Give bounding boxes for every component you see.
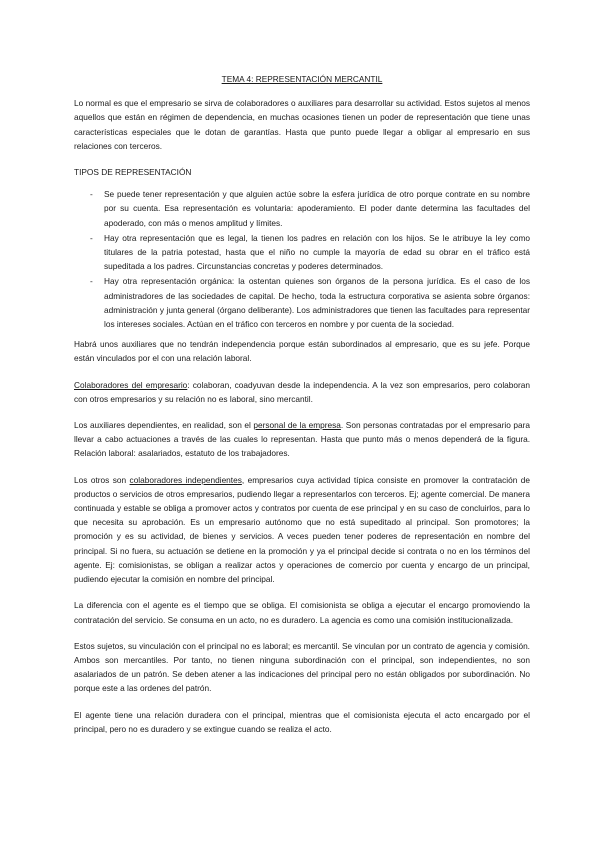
collaborators-term: Colaboradores del empresario [74,379,188,390]
dependents-term: personal de la empresa [253,420,341,431]
bond-paragraph: Estos sujetos, su vinculación con el principal no es laboral; es mercantil. Se vinculan por un contrato de agencia y comisión. Ambos son mercantiles. Por tanto, no tienen ninguna subordinación con el principal, son independientes, no son asalariados de un patrón. Se deben atener a las indicaciones del principal pero no están obligados por subordinación. No porque este a las ordenes del patrón. [74,640,530,694]
representation-types-list [74,187,530,331]
list-item [74,187,530,230]
list-item-text: Hay otra representación que es legal, la tienen los padres en relación con los hijos. Se le atribuye la ley como titulares de la patria potestad, hasta que el niño no cumple la mayoría de edad su obrar en el tráfico está supeditada a los padres. Circunstancias concretas y poderes determinados. [104,232,530,272]
bullet-marker: - [90,189,93,200]
independents-term: colaboradores independientes [129,474,242,485]
page-title: TEMA 4: REPRESENTACIÓN MERCANTIL [221,74,383,84]
bullet-marker: - [90,276,93,287]
intro-paragraph: Lo normal es que el empresario se sirva de colaboradores o auxiliares para desarrollar su actividad. Estos sujetos al menos aquellos que están en régimen de dependencia, en muchas ocasiones tienen un poder de representación que tiene unas características especiales que le dotan de garantías. Hasta que punto puede llegar a obligar al empresario en sus relaciones con terceros. [74,98,530,151]
collaborators-paragraph [74,378,530,406]
difference-paragraph: La diferencia con el agente es el tiempo que se obliga. El comisionista se obliga a ejecutar el encargo promoviendo la contratación del servicio. Se consuma en un acto, no es duradero. La agencia es como una comisión institucionalizada. [74,600,530,625]
auxiliaries-paragraph: Habrá unos auxiliares que no tendrán independencia porque están subordinados al empresario, que es su jefe. Porque están vinculados por el con una relación laboral. [74,339,530,364]
dependents-paragraph [74,418,530,461]
independents-paragraph [74,473,530,587]
list-item-text: Se puede tener representación y que alguien actúe sobre la esfera jurídica de otro porque contrate en su nombre por su cuenta. Esa representación es voluntaria: apoderamiento. El poder dante determina las facultades del apoderado, con más o menos amplitud y límites. [104,189,530,228]
list-item [74,274,530,331]
independents-text-pre: Los otros son [74,474,130,485]
list-item-text: Hay otra representación orgánica: la ostentan quienes son órganos de la persona jurídica. Es el caso de los administradores de las sociedades de capital. De hecho, toda la estructura corporativa se asienta sobre órganos: administración y junta general (órgano deliberante). Los administradores que tienen las facultades para representar los intereses sociales. Actúan en el tráfico con terceros en nombre y por cuenta de la sociedad. [104,276,530,330]
document-body [74,72,530,748]
bullet-marker: - [90,232,93,243]
list-item [74,231,530,274]
dependents-text-post: . Son personas contratadas por el empresario para llevar a cabo actuaciones a través de las cuales lo representan. Hasta que punto más o menos dependerá de la figura. Relación laboral: asalariados, estatuto de los trabajadores. [74,420,530,459]
final-paragraph: El agente tiene una relación duradera con el principal, mientras que el comisionista ejecuta el acto encargado por el principal, pero no es duradero y se extingue cuando se realiza el acto. [74,709,530,734]
section-heading: TIPOS DE REPRESENTACIÓN [74,167,192,178]
dependents-text-pre: Los auxiliares dependientes, en realidad, son el [74,420,254,431]
collaborators-text: : colaboran, coadyuvan desde la independencia. A la vez son empresarios, pero colaboran con otros empresarios y su relación no es laboral, sino mercantil. [74,379,530,404]
independents-text-post: , empresarios cuya actividad típica consiste en promover la contratación de productos o servicios de otros empresarios, pudiendo llegar a representarlos con terceros. Ej; agente comercial. De manera continuada y estable se obliga a promover actos y contratos por cuenta de ese principal y en su caso de concluirlos, para lo que necesita su aprobación. Es un empresario autónomo que no está supeditado al principal. Son promotores; la promoción y es su actividad, de bienes y servicios. A veces pueden tener poderes de representación en nombre del principal. Si no fuera, su actuación se detiene en la promoción y ya el principal decide si contrata o no en los términos del agente. Ej: comisionistas, se obligan a realizar actos y operaciones de comercio por cuenta y encargo de un principal, pudiendo ejecutar la comisión en nombre del principal. [74,474,530,585]
